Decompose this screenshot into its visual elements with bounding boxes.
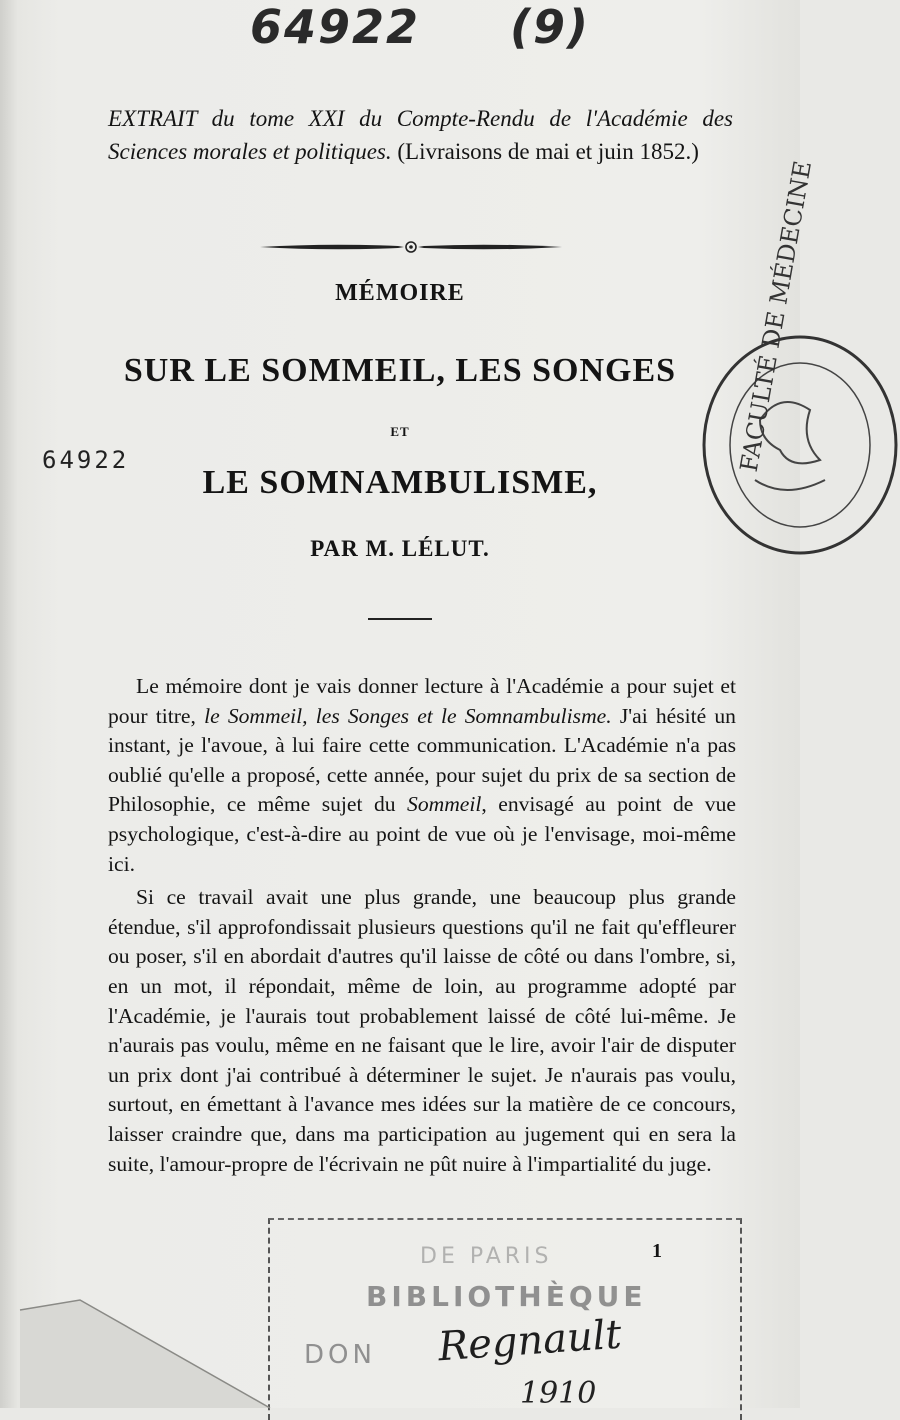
paragraph-1 (108, 672, 736, 879)
p1-text-b: J'ai hésité un instant, je l'avoue, à lui faire cette communication. L'Académie n'a pas oublié qu'elle a proposé, cette année, pour sujet du prix de sa section de Philosophie, ce même sujet du (108, 703, 736, 817)
p1-text-c: , envisagé au point de vue psychologique, c'est-à-dire au point de vue où je l'envisage, moi-même ici. (108, 792, 736, 876)
p1-work-title: le Sommeil, les Songes et le Somnambulisme. (204, 703, 612, 728)
p1-text-a: Le mémoire dont je vais donner lecture à l'Académie a pour sujet et pour titre, (108, 674, 736, 728)
donation-year: 1910 (520, 1376, 597, 1411)
donor-signature: Regnault (436, 1311, 624, 1371)
extract-issues: (Livraisons de mai et juin 1852.) (391, 139, 699, 164)
stamp-line-don: DON (304, 1340, 376, 1370)
library-seal-icon (700, 158, 900, 560)
handwritten-catalog-number: 64922 (250, 0, 421, 54)
title-line-somnambulisme: LE SOMNAMBULISME, (202, 464, 598, 501)
handwritten-volume-number: (9) (510, 0, 591, 54)
extract-header (108, 102, 733, 168)
extrait-word: EXTRAIT (108, 106, 198, 131)
page-number: 1 (652, 1240, 662, 1262)
p1-sommeil: Sommeil (407, 792, 482, 817)
margin-catalog-number: 64922 (42, 446, 130, 474)
title-memoire: MÉMOIRE (335, 280, 465, 306)
stamp-line-de-paris: DE PARIS (420, 1244, 553, 1269)
short-rule (368, 618, 432, 620)
stamp-line-bibliotheque: BIBLIOTHÈQUE (366, 1280, 647, 1313)
extract-source: du tome XXI du Compte-Rendu de l'Académie des Sciences morales et politiques. (108, 106, 733, 164)
title-line-sommeil-songes: SUR LE SOMMEIL, LES SONGES (123, 352, 677, 389)
seal-text: FACULTÉ DE MÉDECINE (734, 158, 818, 474)
paragraph-2: Si ce travail avait une plus grande, une beaucoup plus grande étendue, s'il approfondissait plusieurs questions qu'il ne fait qu'effleurer ou poser, s'il en abordait d'autres qu'il laisse de côté ou dans l'ombre, si, en un mot, il répondait, même de loin, au programme adopté par l'Académie, je l'aurais tout probablement laissé de côté lui-même. Je n'aurais pas voulu, même en ne faisant que le lire, avoir l'air de disputer un prix dont j'ai contribué à déterminer le sujet. Je n'aurais pas voulu, surtout, en émettant à l'avance mes idées sur la matière de ce concours, laisser craindre que, dans ma participation au jugement qui en sera la suite, l'amour-propre de l'écrivain ne pût nuire à l'impartialité du juge. (108, 885, 736, 1176)
title-et: ET (390, 424, 410, 439)
ornament-divider-icon (258, 238, 564, 256)
title-author: PAR M. LÉLUT. (310, 536, 490, 561)
folded-corner-shadow (20, 1300, 270, 1408)
body-text (108, 672, 736, 1183)
